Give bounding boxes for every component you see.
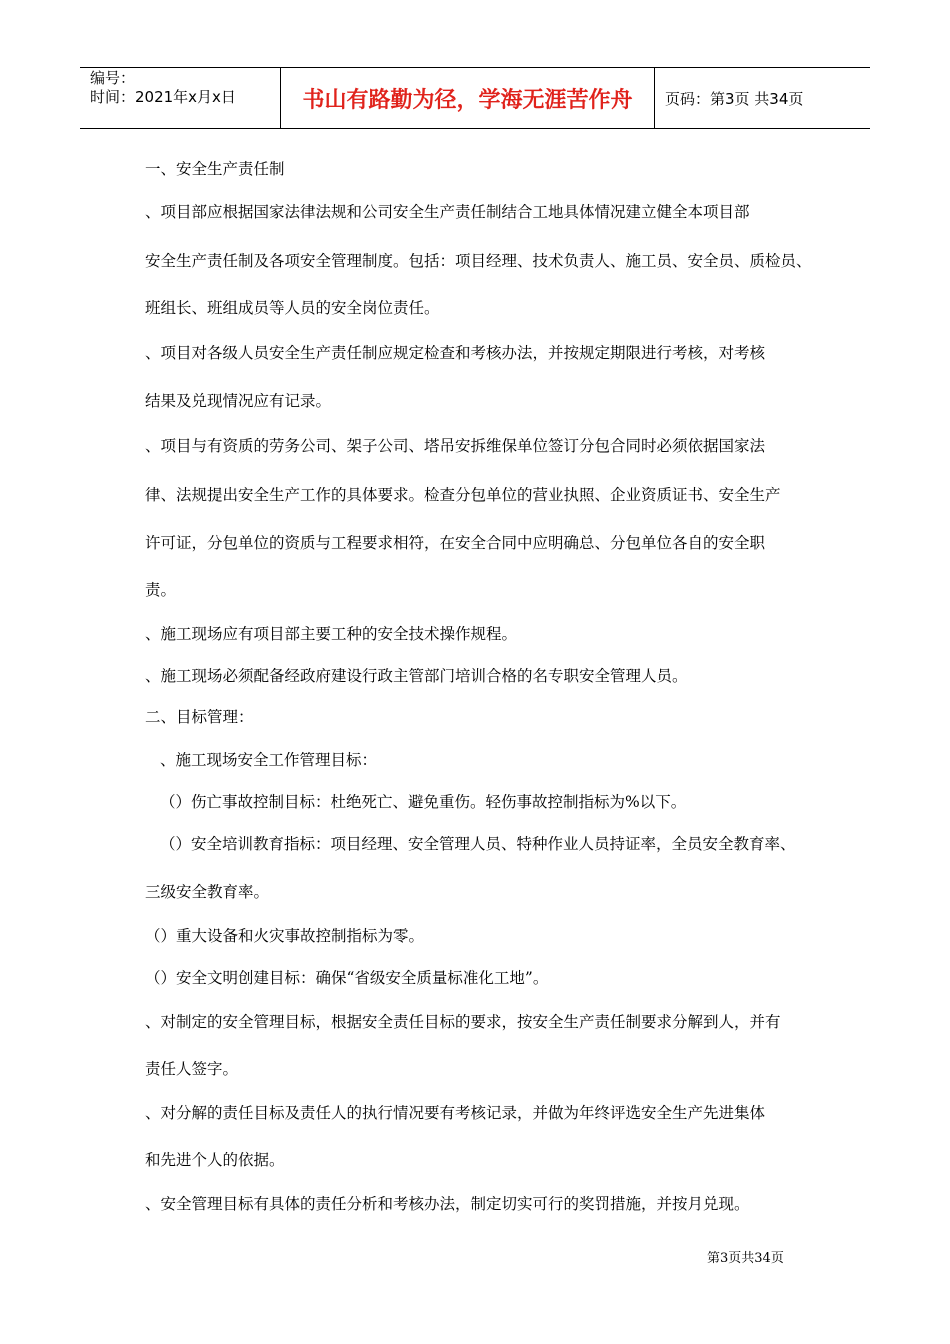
- time-label: 时间：2021年x月x日: [90, 88, 236, 106]
- body-line: （）伤亡事故控制目标：杜绝死亡、避免重伤。轻伤事故控制指标为%以下。: [160, 793, 687, 811]
- header-info-cell: [80, 68, 281, 128]
- footer-page-number: 第3页共34页: [707, 1251, 784, 1266]
- body-line: 安全生产责任制及各项安全管理制度。包括：项目经理、技术负责人、施工员、安全员、质检员、: [145, 252, 812, 270]
- section-heading: 二、目标管理：: [145, 708, 254, 726]
- body-line: 班组长、班组成员等人员的安全岗位责任。: [145, 299, 440, 317]
- body-line: 责。: [145, 581, 177, 599]
- motto-cell: [281, 68, 655, 128]
- body-line: （）安全文明创建目标：确保“省级安全质量标准化工地”。: [145, 969, 549, 987]
- motto-text: 书山有路勤为径，学海无涯苦作舟: [302, 87, 633, 113]
- body-line: 和先进个人的依据。: [145, 1151, 285, 1169]
- body-line: 许可证，分包单位的资质与工程要求相符，在安全合同中应明确总、分包单位各自的安全职: [145, 534, 766, 552]
- page-header: [80, 67, 870, 129]
- body-line: （）安全培训教育指标：项目经理、安全管理人员、特种作业人员持证率，全员安全教育率、: [160, 835, 796, 853]
- body-line: 结果及兑现情况应有记录。: [145, 392, 332, 410]
- body-line: 律、法规提出安全生产工作的具体要求。检查分包单位的营业执照、企业资质证书、安全生产: [145, 486, 781, 504]
- number-label: 编号：: [90, 69, 136, 87]
- body-line: 、施工现场必须配备经政府建设行政主管部门培训合格的名专职安全管理人员。: [145, 667, 688, 685]
- header-page-label: 页码：第3页 共34页: [665, 89, 804, 108]
- body-line: 、对分解的责任目标及责任人的执行情况要有考核记录，并做为年终评选安全生产先进集体: [145, 1104, 766, 1122]
- body-line: 、项目部应根据国家法律法规和公司安全生产责任制结合工地具体情况建立健全本项目部: [145, 203, 750, 221]
- section-heading: 一、安全生产责任制: [145, 160, 285, 178]
- body-line: 、项目对各级人员安全生产责任制应规定检查和考核办法，并按规定期限进行考核，对考核: [145, 344, 766, 362]
- body-line: 责任人签字。: [145, 1060, 239, 1078]
- body-line: 、对制定的安全管理目标，根据安全责任目标的要求，按安全生产责任制要求分解到人，并有: [145, 1013, 781, 1031]
- body-line: 、安全管理目标有具体的责任分析和考核办法，制定切实可行的奖罚措施，并按月兑现。: [145, 1195, 750, 1213]
- body-line: 三级安全教育率。: [145, 883, 270, 901]
- body-line: （）重大设备和火灾事故控制指标为零。: [145, 927, 425, 945]
- body-line: 、施工现场应有项目部主要工种的安全技术操作规程。: [145, 625, 518, 643]
- body-line: 、项目与有资质的劳务公司、架子公司、塔吊安拆维保单位签订分包合同时必须依据国家法: [145, 437, 766, 455]
- body-line: 、施工现场安全工作管理目标：: [160, 751, 378, 769]
- page-number-cell: [655, 68, 870, 128]
